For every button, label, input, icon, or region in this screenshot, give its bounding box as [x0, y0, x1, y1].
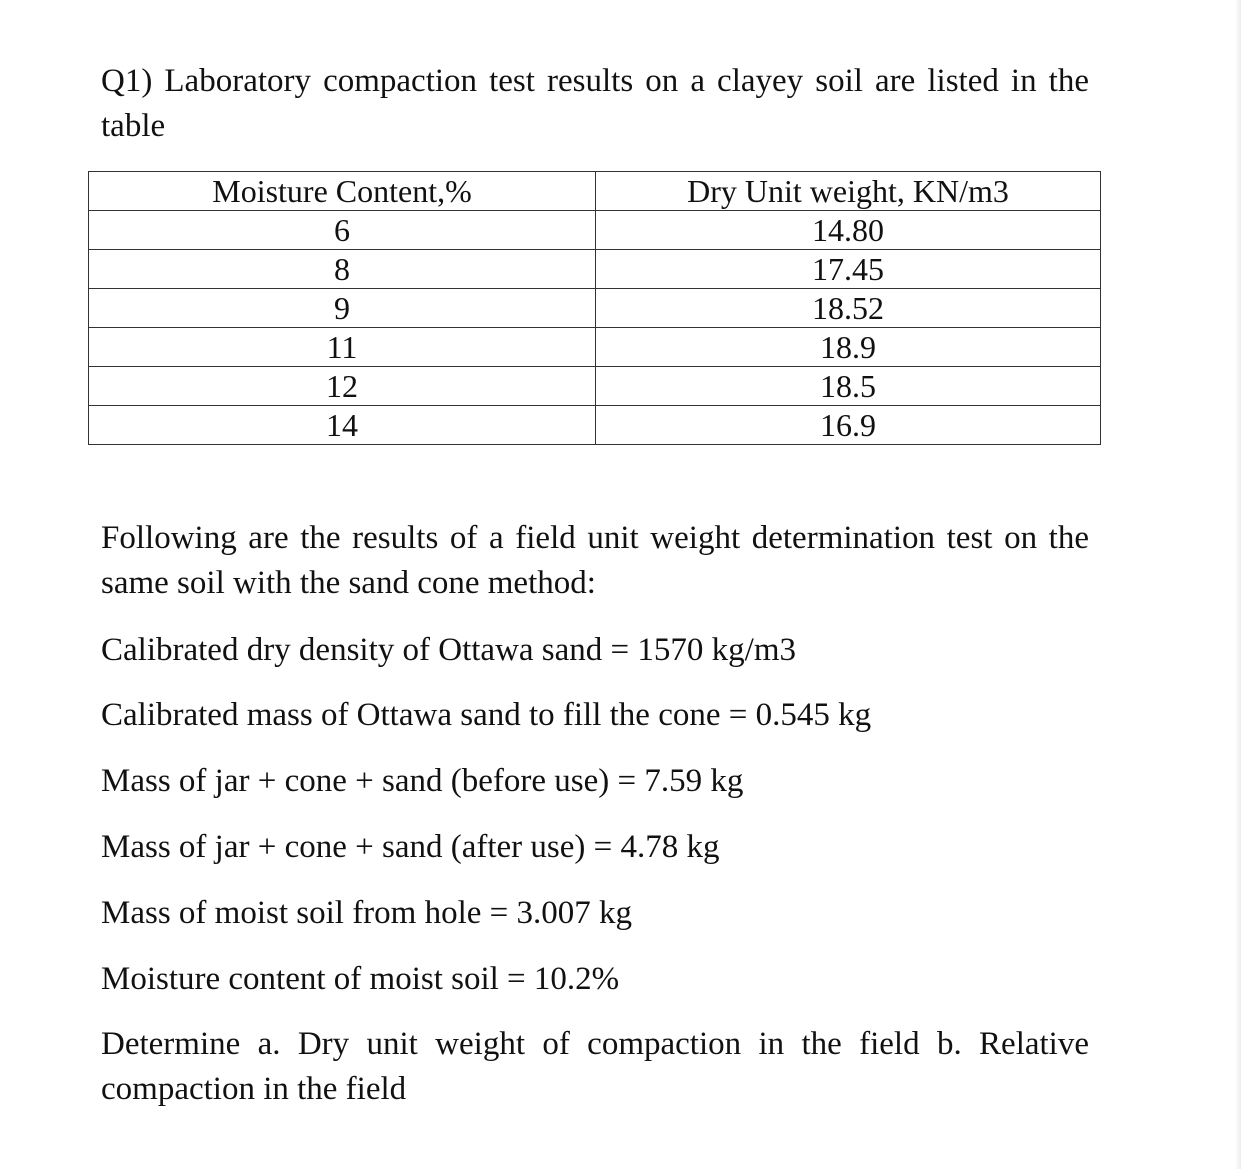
moisture-cell: 6 [89, 211, 596, 250]
field-item-sand-density: Calibrated dry density of Ottawa sand = 1570 kg/m3 [101, 632, 796, 668]
table-row [89, 328, 1101, 367]
field-item-moist-soil-mass: Mass of moist soil from hole = 3.007 kg [101, 895, 633, 931]
table-row [89, 250, 1101, 289]
dry-unit-weight-cell: 17.45 [596, 250, 1101, 289]
table-row [89, 211, 1101, 250]
table-row [89, 289, 1101, 328]
moisture-cell: 12 [89, 367, 596, 406]
moisture-cell: 14 [89, 406, 596, 445]
dry-unit-weight-cell: 18.5 [596, 367, 1101, 406]
moisture-cell: 9 [89, 289, 596, 328]
compaction-results-table [88, 171, 1101, 445]
dry-unit-weight-header: Dry Unit weight, KN/m3 [596, 172, 1101, 211]
dry-unit-weight-cell: 16.9 [596, 406, 1101, 445]
task-statement: Determine a. Dry unit weight of compaction in the field b. Relative compaction in the field [101, 1026, 1089, 1107]
question-intro: Q1) Laboratory compaction test results on a clayey soil are listed in the table [101, 63, 1089, 144]
field-test-intro: Following are the results of a field unit weight determination test on the same soil with the sand cone method: [101, 520, 1089, 601]
moisture-cell: 8 [89, 250, 596, 289]
page-edge-shadow [1235, 0, 1241, 1169]
field-item-mass-after: Mass of jar + cone + sand (after use) = 4.78 kg [101, 829, 720, 865]
field-item-mass-before: Mass of jar + cone + sand (before use) = 7.59 kg [101, 763, 744, 799]
field-item-cone-mass: Calibrated mass of Ottawa sand to fill the cone = 0.545 kg [101, 697, 872, 733]
dry-unit-weight-cell: 14.80 [596, 211, 1101, 250]
table-row [89, 406, 1101, 445]
dry-unit-weight-cell: 18.9 [596, 328, 1101, 367]
field-item-moisture-content: Moisture content of moist soil = 10.2% [101, 961, 620, 997]
dry-unit-weight-cell: 18.52 [596, 289, 1101, 328]
table-header-row [89, 172, 1101, 211]
moisture-content-header: Moisture Content,% [89, 172, 596, 211]
table-row [89, 367, 1101, 406]
moisture-cell: 11 [89, 328, 596, 367]
